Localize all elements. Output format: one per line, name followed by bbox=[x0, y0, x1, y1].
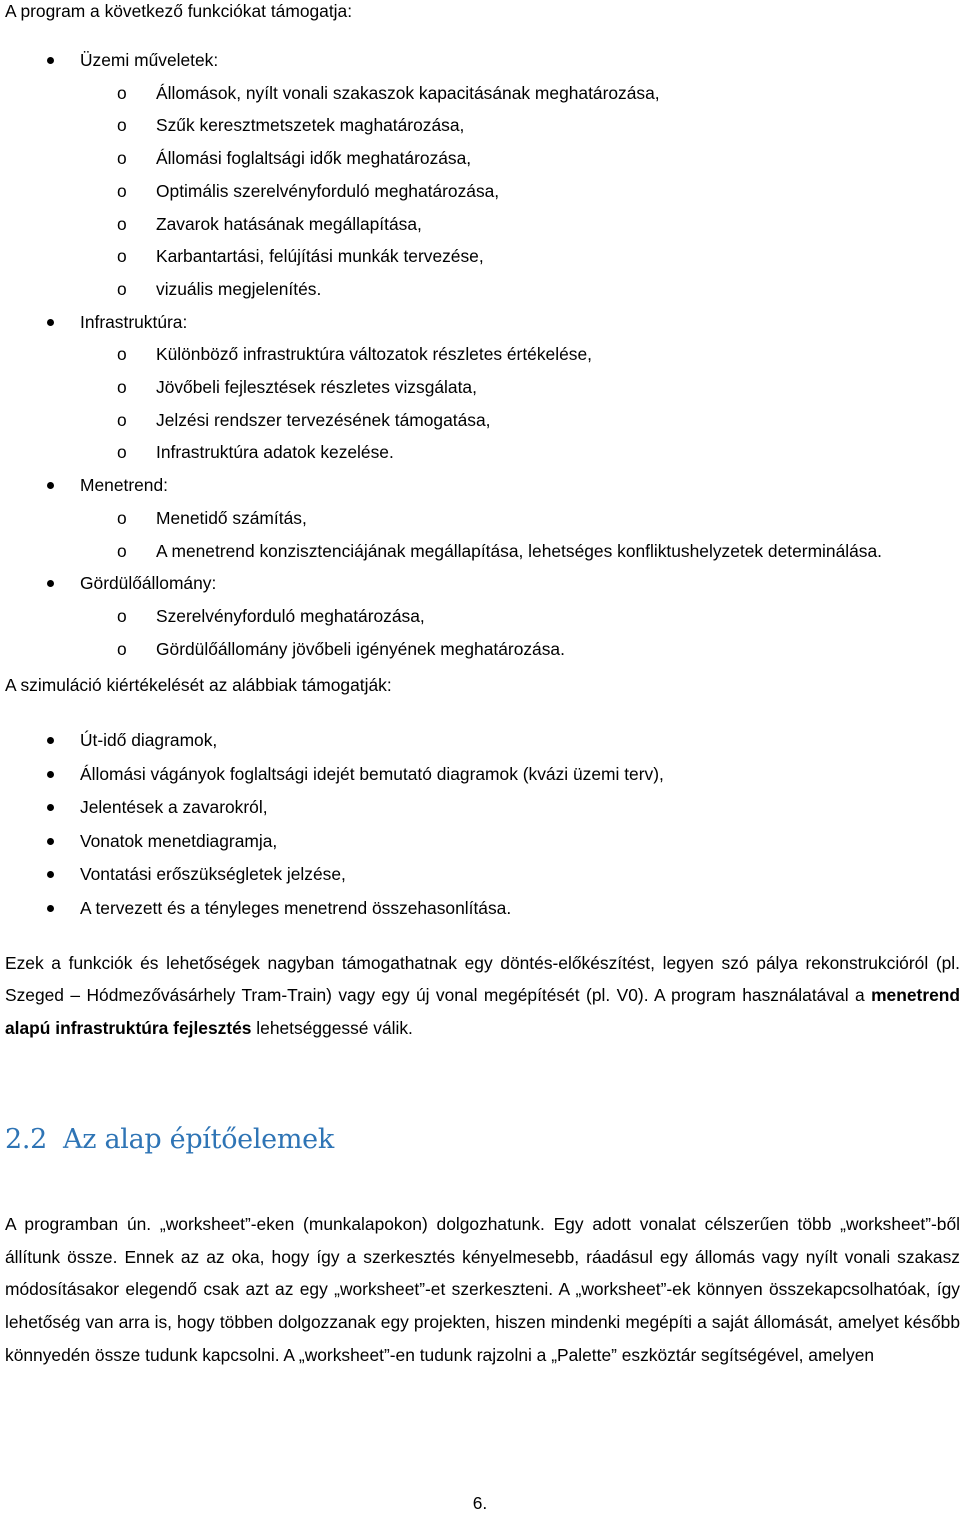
function-item: o Zavarok hatásának megállapítása, bbox=[5, 208, 960, 241]
evaluation-item: Állomási vágányok foglaltsági idejét bemutató diagramok (kvázi üzemi terv), bbox=[5, 758, 960, 792]
bullet-icon bbox=[47, 771, 54, 778]
functions-list bbox=[5, 44, 960, 665]
function-group-title: Infrastruktúra: bbox=[80, 311, 188, 332]
conclusion-emphasis: menetrend alapú infrastruktúra fejlesztés bbox=[5, 985, 960, 1038]
circle-bullet-icon: o bbox=[117, 442, 127, 463]
evaluation-item: Vontatási erőszükségletek jelzése, bbox=[5, 858, 960, 892]
circle-bullet-icon: o bbox=[117, 377, 127, 398]
evaluation-item: Út-idő diagramok, bbox=[5, 724, 960, 758]
circle-bullet-icon: o bbox=[117, 605, 127, 626]
circle-bullet-icon: o bbox=[117, 507, 127, 528]
function-group bbox=[5, 44, 960, 306]
circle-bullet-icon: o bbox=[117, 638, 127, 659]
circle-bullet-icon: o bbox=[117, 180, 127, 201]
circle-bullet-icon: o bbox=[117, 278, 127, 299]
section-heading bbox=[5, 1122, 960, 1158]
function-item: o Állomások, nyílt vonali szakaszok kapacitásának meghatározása, bbox=[5, 77, 960, 110]
function-item: o Jelzési rendszer tervezésének támogatása, bbox=[5, 404, 960, 437]
page-number: 6. bbox=[472, 1493, 488, 1513]
function-item: o vizuális megjelenítés. bbox=[5, 273, 960, 306]
section-number: 2.2 bbox=[5, 1124, 48, 1156]
function-sublist bbox=[80, 77, 960, 306]
section-title: Az alap építőelemek bbox=[63, 1124, 334, 1156]
function-sublist bbox=[80, 502, 960, 567]
circle-bullet-icon: o bbox=[117, 213, 127, 234]
bullet-icon bbox=[47, 319, 54, 326]
bullet-icon bbox=[47, 580, 54, 587]
function-item: o Szerelvényforduló meghatározása, bbox=[5, 600, 960, 633]
bullet-icon bbox=[47, 838, 54, 845]
conclusion-paragraph: Ezek a funkciók és lehetőségek nagyban támogathatnak egy döntés-előkészítést, legyen szó pálya rekonstrukcióról (pl. Szeged – Hódmezővásárhely Tram-Train) vagy egy új vonal megépítését (pl. V0). A program használatával a menetrend alapú infrastruktúra fejlesztés lehetséggessé válik. bbox=[5, 953, 960, 1038]
circle-bullet-icon: o bbox=[117, 115, 127, 136]
circle-bullet-icon: o bbox=[117, 148, 127, 169]
function-item: o Menetidő számítás, bbox=[5, 502, 960, 535]
function-group bbox=[5, 469, 960, 567]
evaluation-list bbox=[5, 724, 960, 925]
function-item: o Optimális szerelvényforduló meghatározása, bbox=[5, 175, 960, 208]
document-page bbox=[5, 0, 960, 1371]
function-group bbox=[5, 567, 960, 665]
function-group-title: Gördülőállomány: bbox=[80, 573, 217, 594]
function-item: o Szűk keresztmetszetek maghatározása, bbox=[5, 109, 960, 142]
function-sublist bbox=[80, 600, 960, 665]
function-group bbox=[5, 306, 960, 470]
bullet-icon bbox=[47, 57, 54, 64]
circle-bullet-icon: o bbox=[117, 344, 127, 365]
evaluation-item: Jelentések a zavarokról, bbox=[5, 791, 960, 825]
evaluation-intro: A szimuláció kiértékelését az alábbiak támogatják: bbox=[5, 675, 392, 696]
circle-bullet-icon: o bbox=[117, 246, 127, 267]
function-item: o Karbantartási, felújítási munkák tervezése, bbox=[5, 240, 960, 273]
bullet-icon bbox=[47, 804, 54, 811]
evaluation-item: Vonatok menetdiagramja, bbox=[5, 825, 960, 859]
circle-bullet-icon: o bbox=[117, 82, 127, 103]
bullet-icon bbox=[47, 737, 54, 744]
evaluation-item: A tervezett és a tényleges menetrend összehasonlítása. bbox=[5, 892, 960, 926]
function-item: o A menetrend konzisztenciájának megállapítása, lehetséges konfliktushelyzetek determinálása. bbox=[5, 535, 960, 568]
function-item: o Gördülőállomány jövőbeli igényének meghatározása. bbox=[5, 633, 960, 666]
bullet-icon bbox=[47, 482, 54, 489]
function-item: o Infrastruktúra adatok kezelése. bbox=[5, 436, 960, 469]
section-body-paragraph: A programban ún. „worksheet”-eken (munkalapokon) dolgozhatunk. Egy adott vonalat célszerűen több „worksheet”-ből állítunk össze. Ennek az az oka, hogy így a szerkesztés kényelmesebb, ráadásul egy állomás vagy nyílt vonali szakasz módosításakor elegendő csak azt az egy „worksheet”-et szerkeszteni. A „worksheet”-ek könnyen összekapcsolhatóak, így lehetőség van arra is, hogy többen dolgozzanak egy projekten, hiszen mindenki megépíti a saját állomását, amelyet később könnyedén össze tudunk kapcsolni. A „worksheet”-en tudunk rajzolni a „Palette” eszköztár segítségével, amelyen bbox=[5, 1214, 960, 1365]
function-item: o Állomási foglaltsági idők meghatározása, bbox=[5, 142, 960, 175]
circle-bullet-icon: o bbox=[117, 409, 127, 430]
functions-intro: A program a következő funkciókat támogatja: bbox=[5, 1, 353, 21]
function-item: o Jövőbeli fejlesztések részletes vizsgálata, bbox=[5, 371, 960, 404]
bullet-icon bbox=[47, 871, 54, 878]
function-sublist bbox=[80, 338, 960, 469]
function-group-title: Üzemi műveletek: bbox=[80, 50, 219, 70]
function-item: o Különböző infrastruktúra változatok részletes értékelése, bbox=[5, 338, 960, 371]
circle-bullet-icon: o bbox=[117, 540, 127, 561]
function-group-title: Menetrend: bbox=[80, 475, 168, 496]
bullet-icon bbox=[47, 905, 54, 912]
